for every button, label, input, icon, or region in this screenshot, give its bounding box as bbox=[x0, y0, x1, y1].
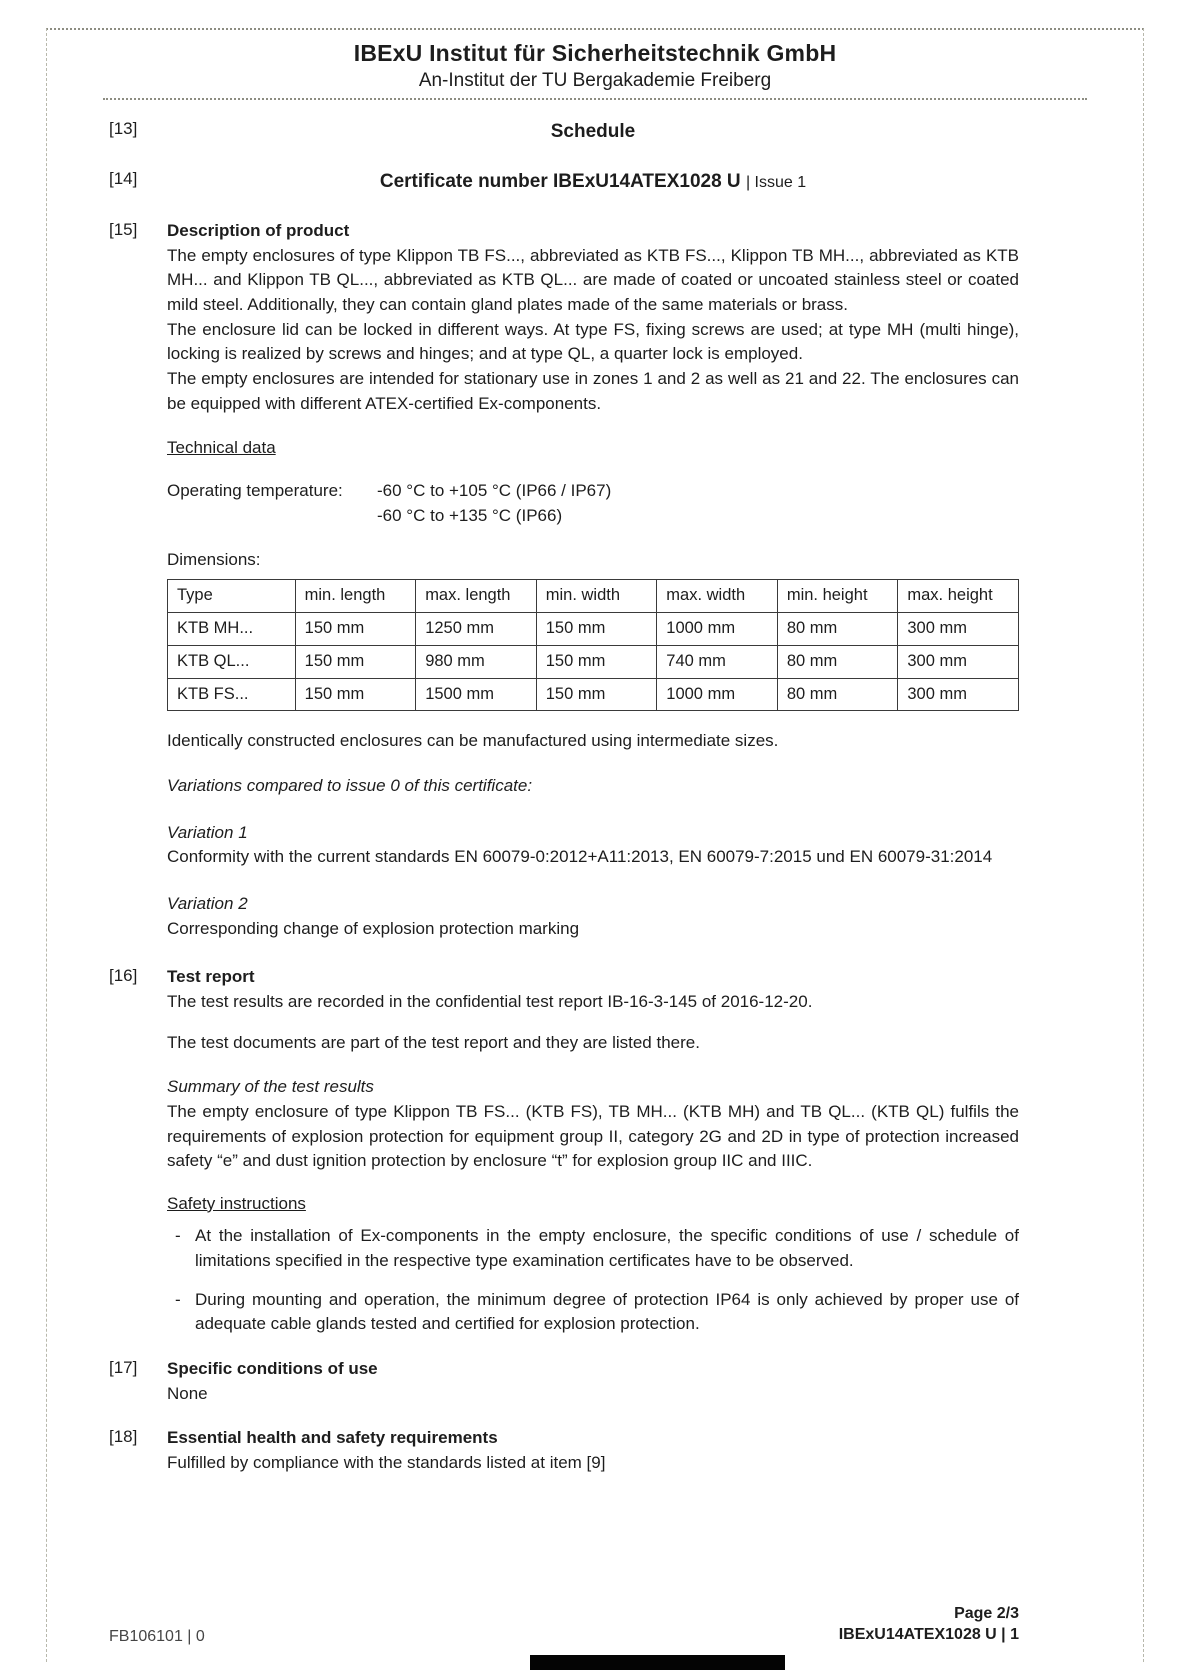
dimensions-label: Dimensions: bbox=[167, 550, 261, 570]
institute-title: IBExU Institut für Sicherheitstechnik GmbH bbox=[353, 40, 837, 66]
institute-subtitle: An-Institut der TU Bergakademie Freiberg bbox=[418, 70, 772, 91]
form-number: FB106101 | 0 bbox=[109, 1628, 205, 1645]
variation-1-text: Conformity with the current standards EN 60079-0:2012+A11:2013, EN 60079-7:2015 und EN 60079-31:2014 bbox=[167, 847, 993, 867]
table-cell: 1250 mm bbox=[416, 612, 537, 645]
paragraph: The empty enclosures are intended for stationary use in zones 1 and 2 as well as 21 and 22. The enclosures can be equipped with different ATEX-certified Ex-components. bbox=[167, 368, 1019, 413]
section-title: Essential health and safety requirements bbox=[167, 1428, 498, 1448]
item-number: [14] bbox=[109, 168, 138, 188]
table-cell: 150 mm bbox=[295, 645, 416, 678]
issue-suffix: | Issue 1 bbox=[745, 173, 807, 191]
item-15 bbox=[47, 219, 1143, 941]
safety-instructions-label: Safety instructions bbox=[167, 1193, 306, 1213]
certificate-page bbox=[46, 28, 1144, 1662]
safety-bullet bbox=[167, 1224, 1019, 1273]
bullet-marker: - bbox=[175, 1226, 181, 1246]
column-header: min. width bbox=[536, 579, 657, 612]
bullet-marker: - bbox=[175, 1289, 181, 1309]
item-number: [18] bbox=[109, 1427, 138, 1447]
table-cell: 300 mm bbox=[898, 645, 1019, 678]
schedule-heading: Schedule bbox=[550, 121, 636, 142]
table-cell: 80 mm bbox=[777, 645, 898, 678]
column-header: max. height bbox=[898, 579, 1019, 612]
item-number: [13] bbox=[109, 119, 138, 138]
table-cell: KTB QL... bbox=[168, 645, 296, 678]
certificate-number-heading bbox=[167, 168, 1019, 196]
column-header: Type bbox=[168, 579, 296, 612]
operating-temperature bbox=[167, 479, 1019, 528]
table-cell: KTB MH... bbox=[168, 612, 296, 645]
section-title: Test report bbox=[167, 967, 255, 987]
paragraph: Identically constructed enclosures can be manufactured using intermediate sizes. bbox=[167, 731, 779, 751]
paragraph: The test results are recorded in the confidential test report IB-16-3-145 of 2016-12-20. bbox=[167, 991, 813, 1011]
scan-artifact-bar bbox=[530, 1655, 785, 1670]
table-cell: 150 mm bbox=[536, 612, 657, 645]
column-header: min. height bbox=[777, 579, 898, 612]
paragraph: The test documents are part of the test report and they are listed there. bbox=[167, 1032, 700, 1052]
table-cell: 740 mm bbox=[657, 645, 778, 678]
table-cell: 150 mm bbox=[295, 612, 416, 645]
table-cell: 150 mm bbox=[536, 645, 657, 678]
certificate-number: Certificate number IBExU14ATEX1028 U bbox=[379, 170, 741, 192]
variation-1-title: Variation 1 bbox=[167, 822, 248, 842]
paragraph: The empty enclosures of type Klippon TB FS..., abbreviated as KTB FS..., Klippon TB MH..., abbreviated as KTB MH... and Klippon TB QL..., abbreviated as KTB QL... are made of coated or uncoated stainless steel or coated mild steel. Additionally, they can contain gland plates made of the same materials or brass. bbox=[167, 245, 1019, 315]
table-cell: 80 mm bbox=[777, 678, 898, 711]
table-cell: 150 mm bbox=[295, 678, 416, 711]
table-row bbox=[168, 645, 1019, 678]
item-17 bbox=[47, 1357, 1143, 1406]
table-cell: 150 mm bbox=[536, 678, 657, 711]
variations-intro: Variations compared to issue 0 of this certificate: bbox=[167, 776, 533, 796]
dimensions-table bbox=[167, 579, 1019, 712]
summary-text: The empty enclosure of type Klippon TB FS... (KTB FS), TB MH... (KTB MH) and TB QL... (KTB QL) fulfils the requirements of explosion protection for equipment group II, category 2G and 2D in type of protection increased safety “e” and dust ignition protection by enclosure “t” for explosion group IIC and IIIC. bbox=[167, 1101, 1019, 1171]
operating-temperature-values bbox=[377, 479, 611, 528]
column-header: max. width bbox=[657, 579, 778, 612]
variation-2-title: Variation 2 bbox=[167, 894, 248, 914]
table-cell: 980 mm bbox=[416, 645, 537, 678]
paragraph: Fulfilled by compliance with the standards listed at item [9] bbox=[167, 1452, 606, 1472]
safety-bullet bbox=[167, 1288, 1019, 1337]
table-header-row bbox=[168, 579, 1019, 612]
column-header: max. length bbox=[416, 579, 537, 612]
operating-temperature-value: -60 °C to +105 °C (IP66 / IP67) bbox=[377, 480, 612, 500]
table-cell: 300 mm bbox=[898, 612, 1019, 645]
table-cell: 1000 mm bbox=[657, 678, 778, 711]
bullet-text: During mounting and operation, the minimum degree of protection IP64 is only achieved by proper use of adequate cable glands tested and certified for explosion protection. bbox=[195, 1289, 1019, 1334]
table-row bbox=[168, 612, 1019, 645]
item-16 bbox=[47, 965, 1143, 1337]
page-footer bbox=[109, 1603, 1019, 1646]
table-cell: 1500 mm bbox=[416, 678, 537, 711]
table-cell: 300 mm bbox=[898, 678, 1019, 711]
certificate-reference: IBExU14ATEX1028 U | 1 bbox=[838, 1626, 1019, 1644]
item-13 bbox=[47, 118, 1143, 146]
section-title: Specific conditions of use bbox=[167, 1359, 378, 1378]
item-number: [17] bbox=[109, 1358, 138, 1377]
paragraph: The enclosure lid can be locked in different ways. At type FS, fixing screws are used; at type MH (multi hinge), locking is realized by screws and hinges; and at type QL, a quarter lock is employed. bbox=[167, 319, 1019, 364]
table-cell: 80 mm bbox=[777, 612, 898, 645]
item-14 bbox=[47, 168, 1143, 196]
operating-temperature-label: Operating temperature: bbox=[167, 480, 343, 500]
item-18 bbox=[47, 1426, 1143, 1475]
operating-temperature-value: -60 °C to +135 °C (IP66) bbox=[377, 505, 563, 525]
bullet-text: At the installation of Ex-components in the empty enclosure, the specific conditions of use / schedule of limitations specified in the respective type examination certificates have to be observed. bbox=[195, 1226, 1019, 1271]
variation-2-text: Corresponding change of explosion protection marking bbox=[167, 918, 580, 938]
section-title: Description of product bbox=[167, 221, 350, 241]
table-cell: 1000 mm bbox=[657, 612, 778, 645]
summary-title: Summary of the test results bbox=[167, 1077, 374, 1097]
document-header bbox=[103, 40, 1087, 100]
footer-right bbox=[839, 1603, 1019, 1646]
column-header: min. length bbox=[295, 579, 416, 612]
item-number: [16] bbox=[109, 966, 138, 986]
table-row bbox=[168, 678, 1019, 711]
page-indicator: Page 2/3 bbox=[954, 1604, 1019, 1622]
table-cell: KTB FS... bbox=[168, 678, 296, 711]
technical-data-label: Technical data bbox=[167, 438, 276, 458]
paragraph: None bbox=[167, 1383, 208, 1403]
item-number: [15] bbox=[109, 220, 138, 240]
